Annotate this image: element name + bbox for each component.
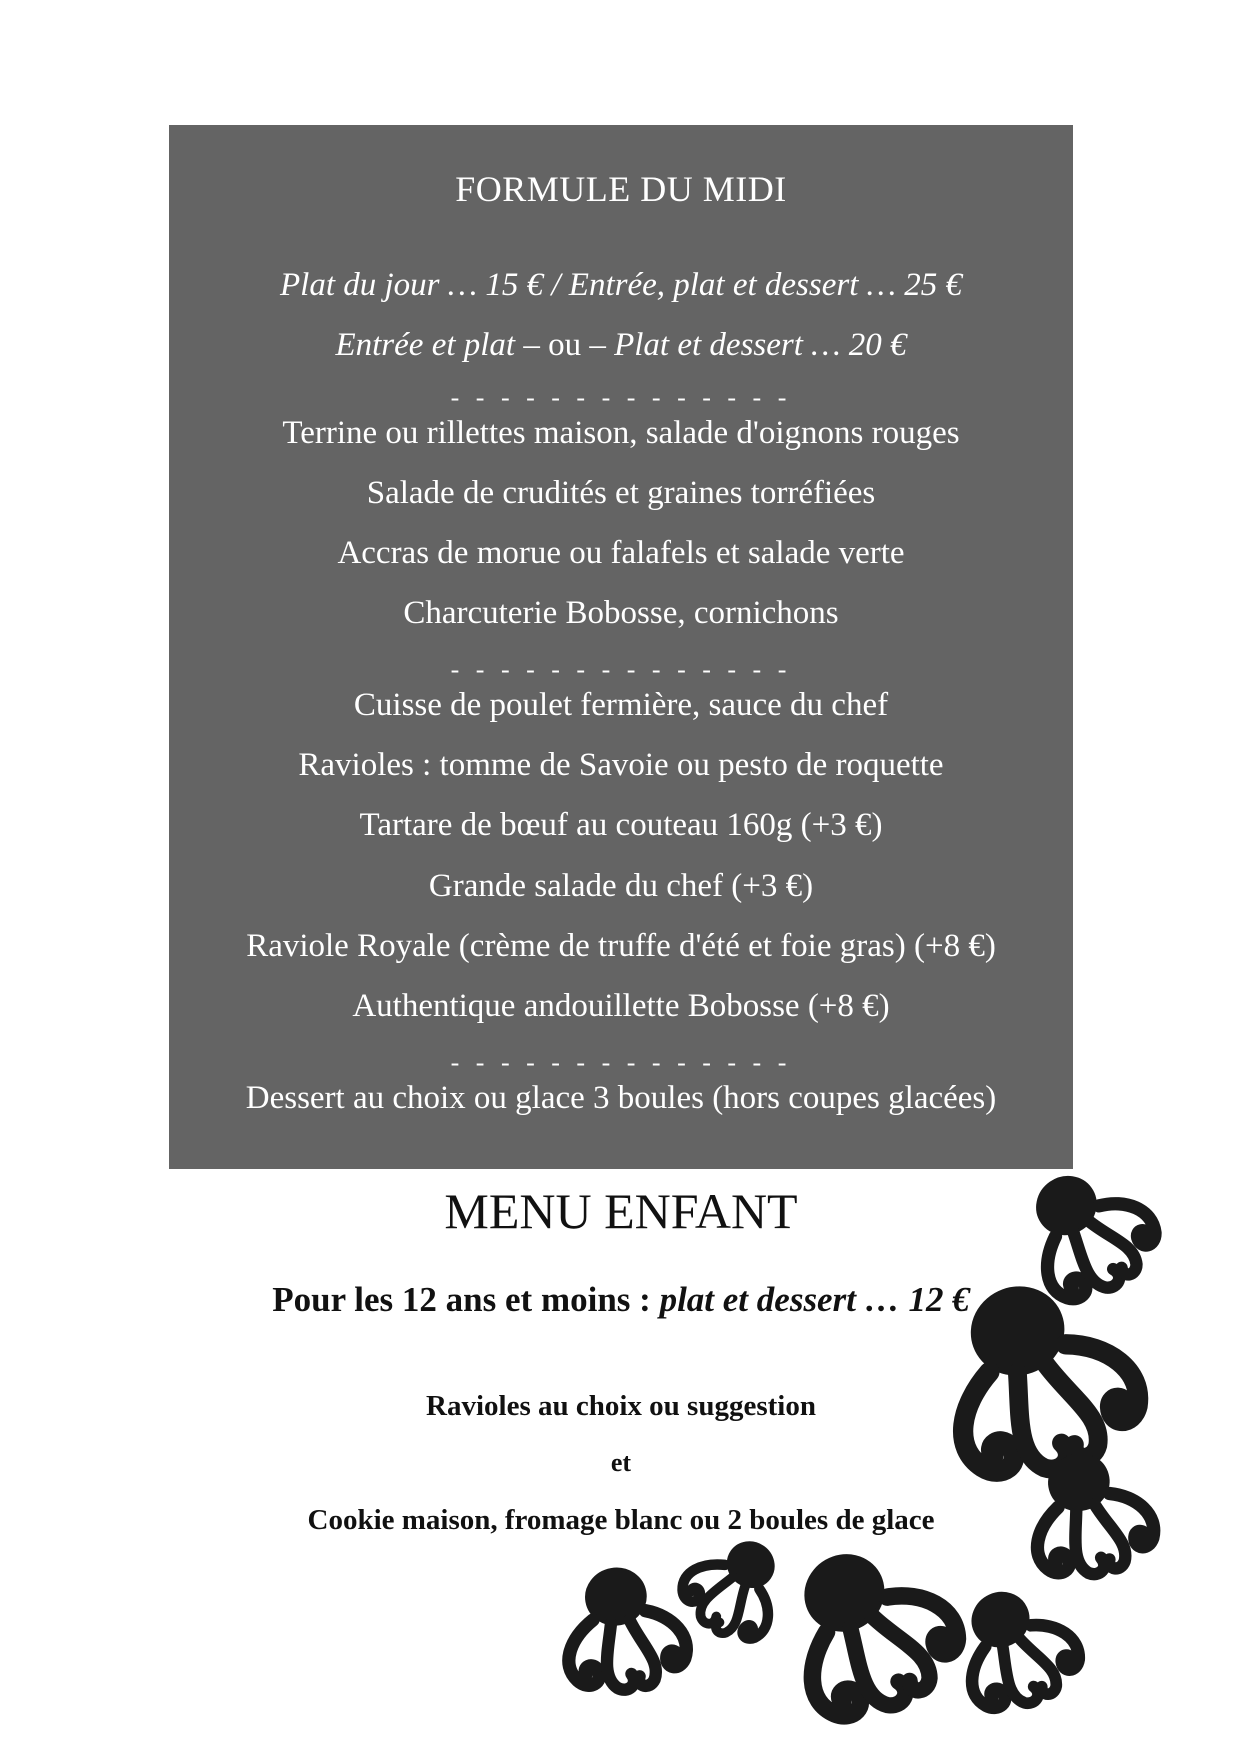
- separator: - - - - - - - - - - - - - -: [450, 1048, 792, 1077]
- price-plat-dessert: Plat et dessert … 20 €: [614, 327, 907, 363]
- octopus-icon: [554, 1558, 692, 1699]
- separator: - - - - - - - - - - - - - -: [450, 383, 792, 412]
- plat-item: Cuisse de poulet fermière, sauce du chef: [353, 687, 889, 723]
- plat-item: Ravioles : tomme de Savoie ou pesto de roquette: [298, 747, 944, 783]
- price-ou: – ou –: [515, 327, 615, 363]
- formule-title: FORMULE DU MIDI: [455, 169, 787, 209]
- separator: - - - - - - - - - - - - - -: [450, 655, 792, 684]
- menu-enfant-age: Pour les 12 ans et moins :: [272, 1280, 660, 1319]
- plat-item: Raviole Royale (crème de truffe d'été et foie gras) (+8 €): [246, 928, 996, 964]
- octopus-icon: [760, 1521, 975, 1738]
- octopus-icon: [671, 1520, 803, 1652]
- formule-price-line-1: Plat du jour … 15 € / Entrée, plat et dessert … 25 €: [280, 267, 962, 303]
- menu-enfant-line: Ravioles au choix ou suggestion: [426, 1390, 816, 1422]
- price-entree-plat: Entrée et plat: [335, 327, 516, 363]
- menu-enfant-line: Cookie maison, fromage blanc ou 2 boules de glace: [307, 1504, 935, 1536]
- menu-enfant-title: MENU ENFANT: [444, 1183, 798, 1239]
- plat-item: Authentique andouillette Bobosse (+8 €): [352, 988, 890, 1024]
- entree-item: Salade de crudités et graines torréfiées: [366, 475, 876, 511]
- plat-item: Grande salade du chef (+3 €): [428, 868, 814, 904]
- octopus-icon: [920, 1258, 1154, 1495]
- dessert-item: Dessert au choix ou glace 3 boules (hors coupes glacées): [245, 1080, 997, 1116]
- menu-enfant-price: plat et dessert … 12 €: [659, 1280, 970, 1319]
- plat-item: Tartare de bœuf au couteau 160g (+3 €): [359, 807, 883, 843]
- entree-item: Terrine ou rillettes maison, salade d'oignons rouges: [282, 415, 960, 451]
- entree-item: Charcuterie Bobosse, cornichons: [403, 595, 839, 631]
- menu-enfant-line: et: [610, 1448, 632, 1477]
- entree-item: Accras de morue ou falafels et salade verte: [337, 535, 905, 571]
